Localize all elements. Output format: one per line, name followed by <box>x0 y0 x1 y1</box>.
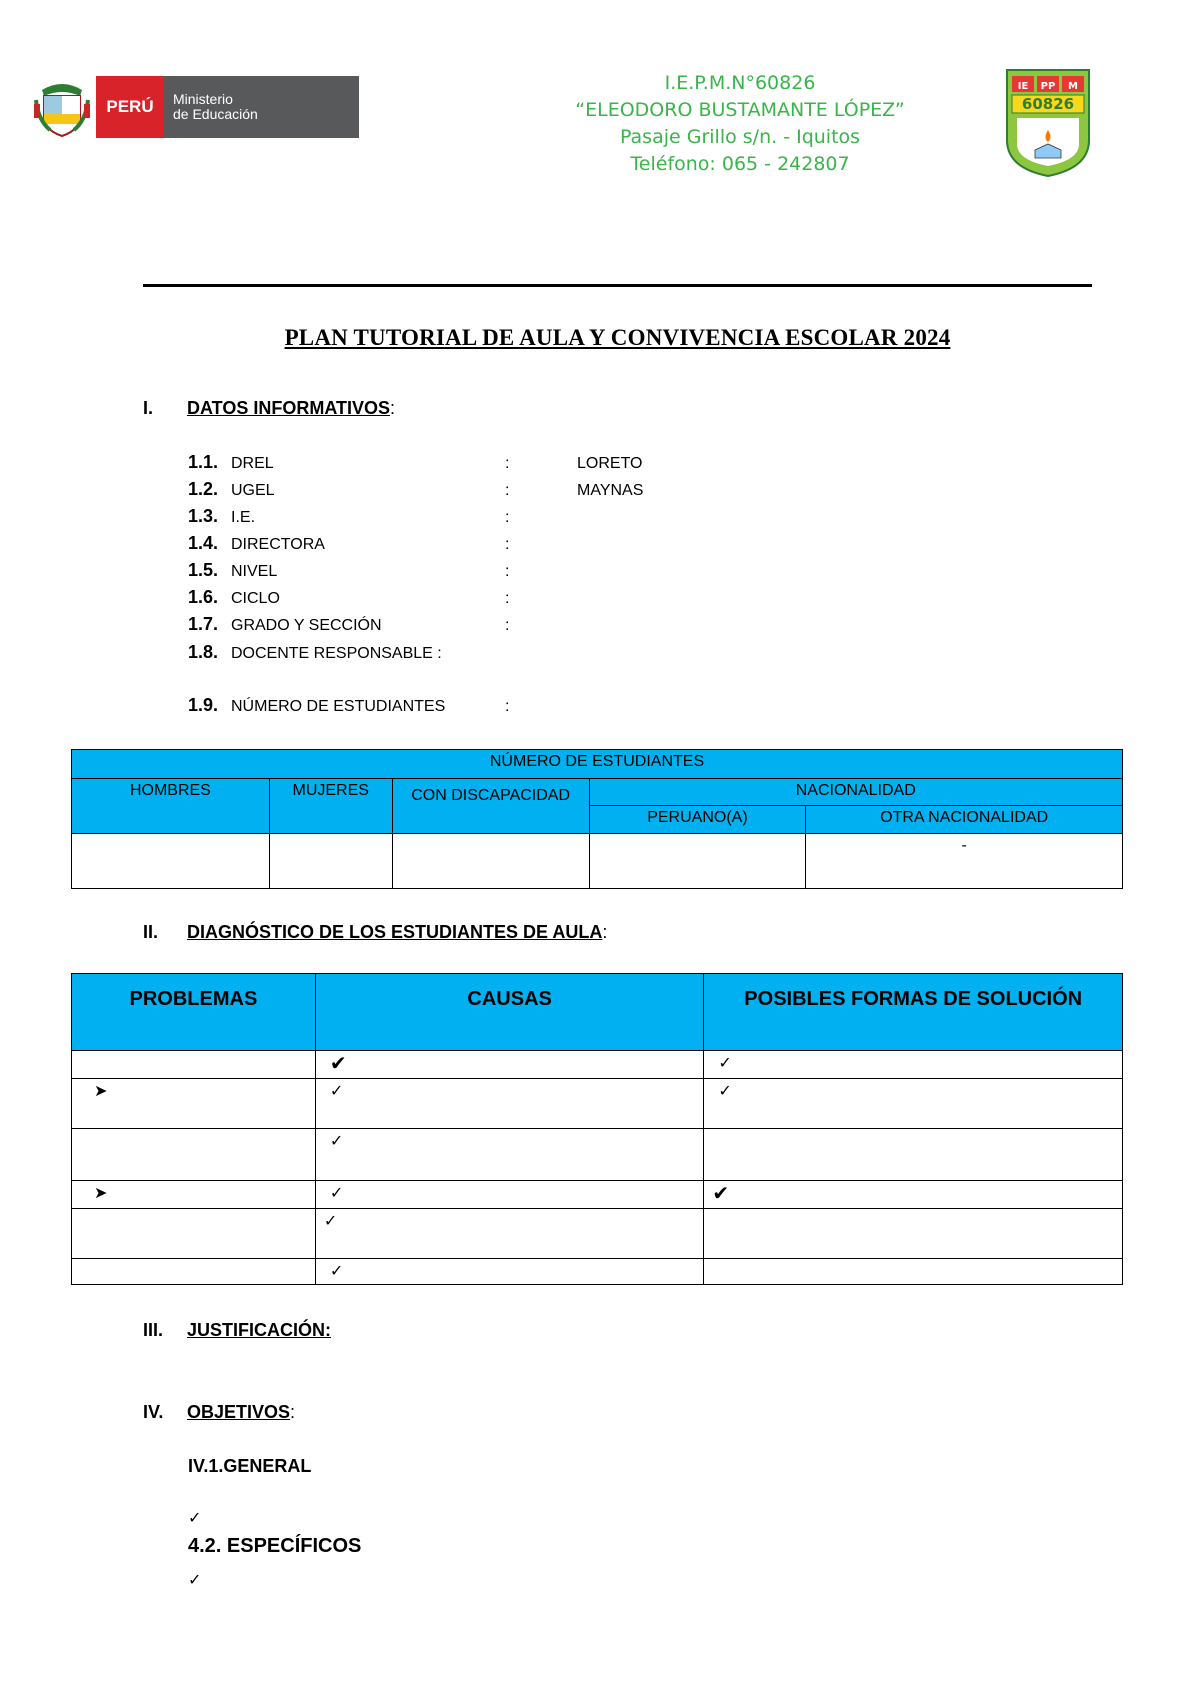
crest-ie: IE <box>1017 81 1029 92</box>
section-4-suffix: : <box>290 1402 296 1422</box>
ministry-line2: de Educación <box>173 106 258 122</box>
objective-specific-heading: 4.2. ESPECÍFICOS <box>188 1535 362 1557</box>
check-icon: ✓ <box>329 1133 344 1150</box>
school-name: “ELEODORO BUSTAMANTE LÓPEZ” <box>575 99 905 121</box>
cause-cell[interactable] <box>315 1259 704 1285</box>
info-item <box>188 560 577 581</box>
objective-general-heading: IV.1.GENERAL <box>188 1456 312 1476</box>
item-label: DREL <box>231 455 274 472</box>
check-icon: ✓ <box>188 1572 202 1589</box>
info-item <box>188 452 643 473</box>
item-colon: : <box>505 617 510 634</box>
section-4-heading <box>143 1402 295 1423</box>
item-label: I.E. <box>231 509 256 526</box>
arrow-bullet-icon: ➤ <box>94 1083 108 1100</box>
info-item <box>188 642 577 663</box>
crest-pp: PP <box>1040 81 1056 92</box>
col-mujeres: MUJERES <box>269 779 392 834</box>
info-item <box>188 506 577 527</box>
cause-cell[interactable] <box>315 1129 704 1181</box>
school-code: I.E.P.M.N°60826 <box>664 72 816 94</box>
col-hombres: HOMBRES <box>72 779 270 834</box>
section-3-heading <box>143 1320 331 1341</box>
check-icon: ✓ <box>329 1263 344 1280</box>
item-number: 1.5. <box>188 560 219 580</box>
info-item <box>188 587 577 608</box>
check-icon: ✓ <box>329 1083 344 1100</box>
item-colon: : <box>505 698 510 715</box>
item-label: NIVEL <box>231 563 278 580</box>
item-colon: : <box>505 509 510 526</box>
check-icon: ✔ <box>712 1183 730 1205</box>
cell-discapacidad[interactable] <box>392 834 589 889</box>
item-colon: : <box>505 563 510 580</box>
cell-peruano[interactable] <box>589 834 806 889</box>
info-item <box>188 695 577 716</box>
item-value: MAYNAS <box>577 482 644 499</box>
col-discapacidad: CON DISCAPACIDAD <box>392 779 589 834</box>
problem-cell[interactable] <box>72 1129 316 1181</box>
school-address: Pasaje Grillo s/n. - Iquitos <box>619 126 861 148</box>
item-label: GRADO Y SECCIÓN <box>231 617 382 634</box>
item-label: DOCENTE RESPONSABLE : <box>231 645 442 662</box>
problem-cell[interactable] <box>72 1181 316 1209</box>
problem-cell[interactable] <box>72 1209 316 1259</box>
cause-cell[interactable] <box>315 1181 704 1209</box>
item-number: 1.4. <box>188 533 219 553</box>
ministry-line1: Ministerio <box>173 91 233 107</box>
check-icon: ✓ <box>718 1055 732 1072</box>
header-divider <box>143 284 1092 287</box>
section-4-number: IV. <box>143 1402 164 1422</box>
problem-cell[interactable] <box>72 1259 316 1285</box>
arrow-bullet-icon: ➤ <box>94 1185 108 1202</box>
school-phone: Teléfono: 065 - 242807 <box>630 153 850 175</box>
check-icon: ✔ <box>329 1053 347 1075</box>
section-3-number: III. <box>143 1320 164 1340</box>
crest-m: M <box>1068 81 1078 92</box>
section-1-heading <box>143 398 395 419</box>
section-2-number: II. <box>143 922 159 942</box>
col-causas: CAUSAS <box>315 974 704 1051</box>
section-3-label: JUSTIFICACIÓN: <box>187 1320 331 1340</box>
cause-cell[interactable] <box>315 1079 704 1129</box>
check-icon: ✓ <box>718 1083 732 1100</box>
info-item <box>188 479 643 500</box>
section-2-suffix: : <box>602 922 608 942</box>
item-colon: : <box>505 455 510 472</box>
cell-otra-nacionalidad[interactable]: - <box>806 834 1123 889</box>
crest-number: 60826 <box>1021 95 1075 113</box>
cell-mujeres[interactable] <box>269 834 392 889</box>
item-label: UGEL <box>231 482 275 499</box>
item-colon: : <box>505 536 510 553</box>
cause-cell[interactable] <box>315 1209 704 1259</box>
col-peruano: PERUANO(A) <box>589 806 806 834</box>
section-1-label: DATOS INFORMATIVOS <box>187 398 391 418</box>
col-soluciones: POSIBLES FORMAS DE SOLUCIÓN <box>704 974 1123 1051</box>
section-4-label: OBJETIVOS <box>187 1402 291 1422</box>
students-table <box>71 749 1123 889</box>
diagnosis-table <box>71 973 1123 1285</box>
minedu-logo <box>34 76 359 138</box>
item-label: DIRECTORA <box>231 536 325 553</box>
solution-cell[interactable] <box>704 1051 1123 1079</box>
item-number: 1.8. <box>188 642 219 662</box>
info-item <box>188 533 577 554</box>
solution-cell[interactable] <box>704 1259 1123 1285</box>
school-crest-icon <box>1005 68 1091 178</box>
solution-cell[interactable] <box>704 1181 1123 1209</box>
item-number: 1.1. <box>188 452 219 472</box>
cause-cell[interactable] <box>315 1051 704 1079</box>
item-number: 1.2. <box>188 479 219 499</box>
cell-hombres[interactable] <box>72 834 270 889</box>
check-icon: ✓ <box>329 1185 344 1202</box>
solution-cell[interactable] <box>704 1209 1123 1259</box>
section-1-number: I. <box>143 398 154 418</box>
problem-cell[interactable] <box>72 1051 316 1079</box>
item-number: 1.6. <box>188 587 219 607</box>
item-number: 1.3. <box>188 506 219 526</box>
item-colon: : <box>505 590 510 607</box>
document-title: PLAN TUTORIAL DE AULA Y CONVIVENCIA ESCOLAR 2024 <box>284 325 951 350</box>
school-header <box>530 70 950 178</box>
item-number: 1.7. <box>188 614 219 634</box>
solution-cell[interactable] <box>704 1079 1123 1129</box>
peru-label: PERÚ <box>96 76 164 138</box>
solution-cell[interactable] <box>704 1129 1123 1181</box>
item-label: CICLO <box>231 590 280 607</box>
col-nacionalidad: NACIONALIDAD <box>589 779 1122 806</box>
item-label: NÚMERO DE ESTUDIANTES <box>231 698 446 715</box>
students-table-title: NÚMERO DE ESTUDIANTES <box>72 750 1123 779</box>
col-problemas: PROBLEMAS <box>72 974 316 1051</box>
section-2-label: DIAGNÓSTICO DE LOS ESTUDIANTES DE AULA <box>187 922 603 942</box>
peru-coat-of-arms-icon <box>34 76 90 138</box>
item-colon: : <box>505 482 510 499</box>
col-otra-nacionalidad: OTRA NACIONALIDAD <box>806 806 1123 834</box>
section-1-suffix: : <box>390 398 396 418</box>
check-icon: ✓ <box>323 1213 338 1230</box>
info-item <box>188 614 577 635</box>
item-number: 1.9. <box>188 695 219 715</box>
problem-cell[interactable] <box>72 1079 316 1129</box>
ministry-label <box>164 76 359 138</box>
section-2-heading <box>143 922 607 943</box>
check-icon: ✓ <box>188 1510 202 1527</box>
item-value: LORETO <box>577 455 643 472</box>
